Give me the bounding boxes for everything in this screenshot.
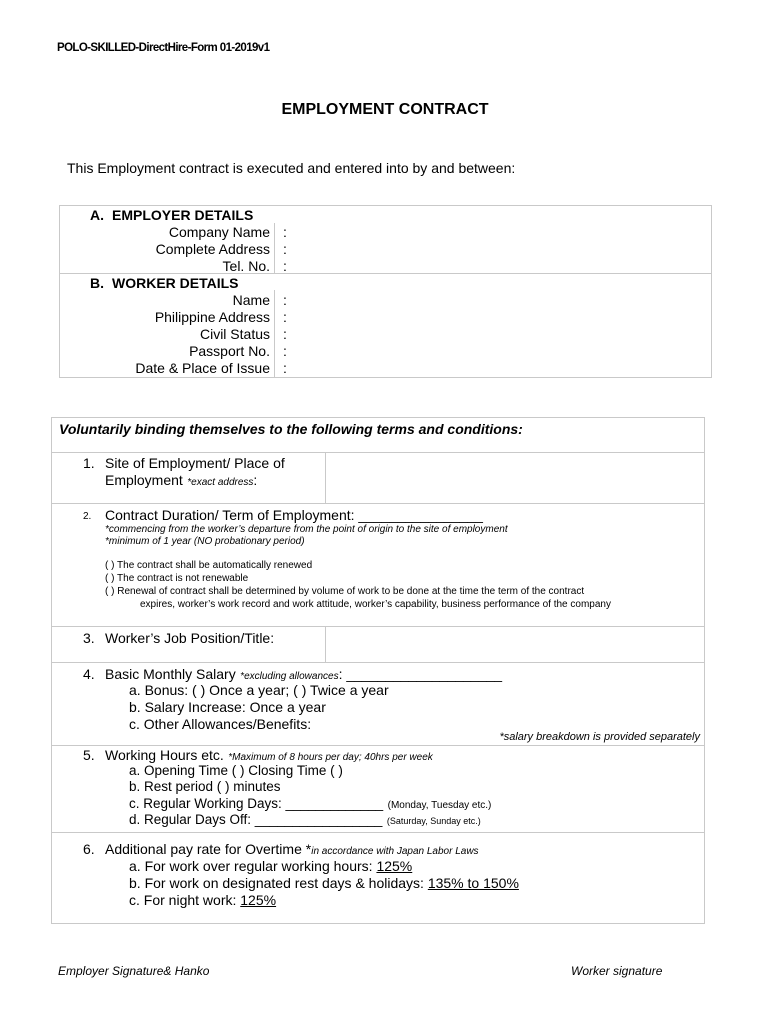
field-tel-no: Tel. No. : [222,258,287,274]
item-1-label-line2: Employment *exact address: [105,472,258,488]
item-6-number: 6. [83,841,95,857]
salary-breakdown-note: *salary breakdown is provided separately [499,731,700,743]
page-title: EMPLOYMENT CONTRACT [281,101,489,118]
item-6-label: Additional pay rate for Overtime *in accordance with Japan Labor Laws [105,841,479,857]
divider [325,626,326,662]
divider [52,452,704,453]
divider [325,452,326,503]
field-philippine-address: Philippine Address : [154,309,287,325]
field-name: Name : [232,292,287,308]
employer-signature-label: Employer Signature& Hanko [58,964,210,978]
item-6b-rest-days: b. For work on designated rest days & holidays: 135% to 150% [129,875,519,891]
field-complete-address: Complete Address : [155,241,287,257]
option-auto-renew: ( ) The contract shall be automatically renewed [105,560,313,571]
terms-heading: Voluntarily binding themselves to the following terms and conditions: [59,421,523,437]
worker-signature-label: Worker signature [571,964,663,978]
field-company-name: Company Name : [168,224,287,240]
divider [52,745,704,746]
item-2-label: Contract Duration/ Term of Employment: ________________ [105,507,483,523]
item-3-number: 3. [83,630,95,646]
details-table [59,205,712,378]
item-6a-regular-hours: a. For work over regular working hours: 125% [129,858,413,874]
item-4-label: Basic Monthly Salary *excluding allowances: ____________________ [105,666,503,682]
field-passport-no: Passport No. : [189,343,287,359]
item-6c-night-work: c. For night work: 125% [129,892,277,908]
intro-text: This Employment contract is executed and entered into by and between: [67,160,516,176]
item-2-number: 2. [83,511,92,522]
item-5b-rest-period: b. Rest period ( ) minutes [129,779,281,794]
item-4c-allowances: c. Other Allowances/Benefits: [129,716,312,732]
item-2-note-1: *commencing from the worker’s departure from the point of origin to the site of employment [105,524,508,535]
divider [52,503,704,504]
terms-table [51,417,705,924]
divider [52,662,704,663]
item-4-number: 4. [83,666,95,682]
option-renewal-determined-cont: expires, worker’s work record and work attitude, worker’s capability, business performance of the company [140,599,611,610]
document-code: POLO-SKILLED-DirectHire-Form 01-2019v1 [57,42,270,54]
item-3-label: Worker’s Job Position/Title: [105,630,275,646]
item-2-note-2: *minimum of 1 year (NO probationary period) [105,536,305,547]
option-renewal-determined: ( ) Renewal of contract shall be determined by volume of work to be done at the time the term of the contract [105,586,585,597]
item-5c-working-days: c. Regular Working Days: _____________ (Monday, Tuesday etc.) [129,796,492,811]
divider [52,832,704,833]
item-4a-bonus: a. Bonus: ( ) Once a year; ( ) Twice a year [129,682,389,698]
item-1-number: 1. [83,455,95,471]
option-not-renewable: ( ) The contract is not renewable [105,573,249,584]
item-1-label: Site of Employment/ Place of [105,455,285,471]
field-date-place-issue: Date & Place of Issue : [135,360,287,376]
item-5-number: 5. [83,747,95,763]
item-5a-times: a. Opening Time ( ) Closing Time ( ) [129,763,343,778]
worker-details-heading: B. WORKER DETAILS [90,275,239,291]
field-civil-status: Civil Status : [199,326,287,342]
item-4b-salary-increase: b. Salary Increase: Once a year [129,699,326,715]
item-5d-days-off: d. Regular Days Off: _________________ (Saturday, Sunday etc.) [129,812,481,827]
divider [52,626,704,627]
item-5-label: Working Hours etc. *Maximum of 8 hours per day; 40hrs per week [105,747,433,763]
employer-details-heading: A. EMPLOYER DETAILS [90,207,254,223]
